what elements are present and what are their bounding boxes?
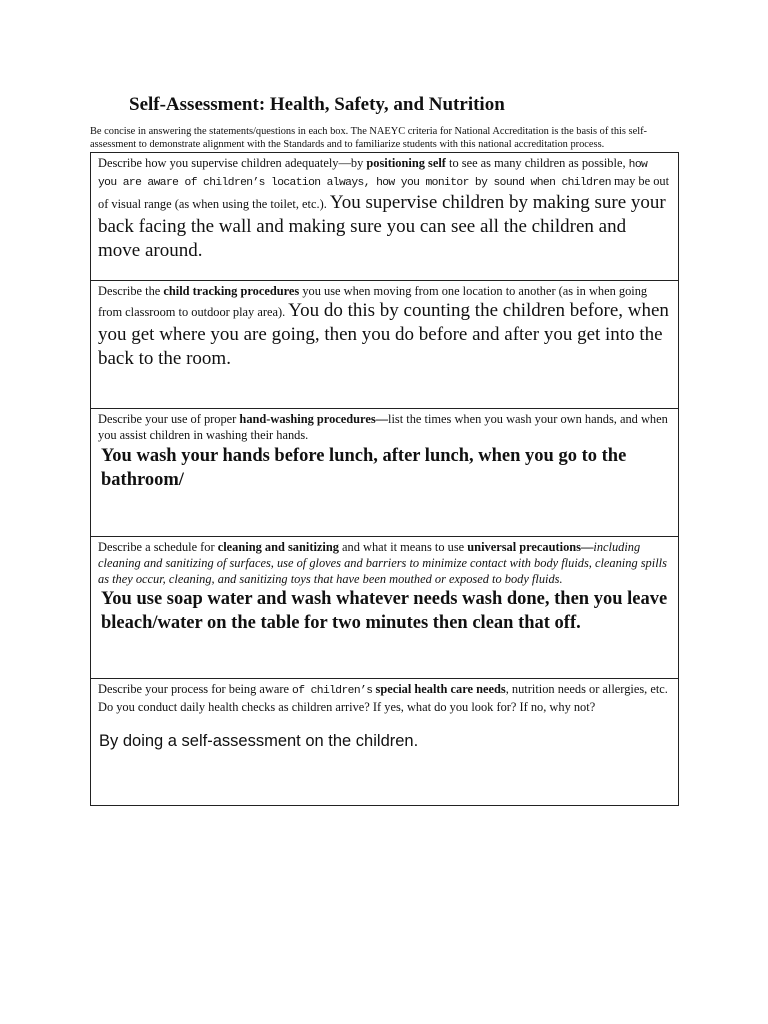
question-keyword: hand-washing procedures— <box>239 412 389 426</box>
question-keyword: cleaning and sanitizing <box>217 540 339 554</box>
question-text-part: Describe your use of proper <box>98 412 240 426</box>
question-text-part: how you are aware of children’s location always, how you monitor by sound when children <box>98 159 648 189</box>
question-text-part: Describe your process for being aware <box>98 682 293 696</box>
question-keyword: child tracking procedures <box>163 284 300 298</box>
answer-text: You use soap water and wash whatever needs wash done, then you leave bleach/water on the table for two minutes then clean that off. <box>101 589 668 633</box>
intro-text: Be concise in answering the statements/questions in each box. The NAEYC criteria for National Accreditation is the basis of this self-assessment to demonstrate alignment with the Standards and to familiarize students with this national accreditation process. <box>90 126 648 150</box>
answer-text: You supervise children by making sure your back facing the wall and making sure you can see all the children and move around. <box>98 192 666 261</box>
question-text-part: of children’s <box>292 685 373 697</box>
answer-text: By doing a self-assessment on the children. <box>99 732 419 750</box>
question-text-part: Describe a schedule for <box>98 540 218 554</box>
question-keyword: positioning self <box>366 156 446 170</box>
question-text <box>98 411 670 443</box>
question-detail: including cleaning and sanitizing of surfaces, use of gloves and barriers to minimize contact with body fluids, cleaning spills as they occur, cleaning, and sanitizing toys that have been mouthed or exposed to body fluids. <box>98 540 667 586</box>
assessment-item-child-tracking <box>91 280 678 408</box>
question-text-part: Describe how you supervise children adequately—by <box>98 156 367 170</box>
assessment-item-hand-washing <box>91 408 678 536</box>
question-text <box>98 155 670 263</box>
assessment-item-health-needs <box>91 678 678 805</box>
assessment-item-cleaning <box>91 536 678 678</box>
question-text-part: , nutrition needs or allergies, etc. Do you conduct daily health checks as children arrive? If yes, what do you look for? If no, why not? <box>98 682 668 714</box>
page-title: Self-Assessment: Health, Safety, and Nutrition <box>129 94 505 115</box>
question-text-part: you use when moving from one location to another (as in when going from classroom to outdoor play area). <box>98 284 648 319</box>
question-text-part: list the times when you wash your own hands, and when you assist children in washing their hands. <box>98 412 668 442</box>
assessment-table <box>90 152 679 806</box>
question-keyword: universal precautions— <box>467 540 594 554</box>
question-text-part: and what it means to use <box>338 540 468 554</box>
question-text-part: may be out of visual range (as when using the toilet, etc.). <box>98 174 670 211</box>
answer-text: You do this by counting the children before, when you get where you are going, then you do before and after you get into the back to the room. <box>98 300 669 369</box>
question-text <box>98 681 670 715</box>
question-text-part: Describe the <box>98 284 164 298</box>
answer-text: You wash your hands before lunch, after lunch, when you go to the bathroom/ <box>101 446 627 490</box>
question-text <box>98 539 670 587</box>
assessment-item-supervision <box>91 153 678 280</box>
question-text <box>98 283 670 371</box>
question-text-part: to see as many children as possible, <box>445 156 629 170</box>
question-keyword: special health care needs <box>375 682 506 696</box>
